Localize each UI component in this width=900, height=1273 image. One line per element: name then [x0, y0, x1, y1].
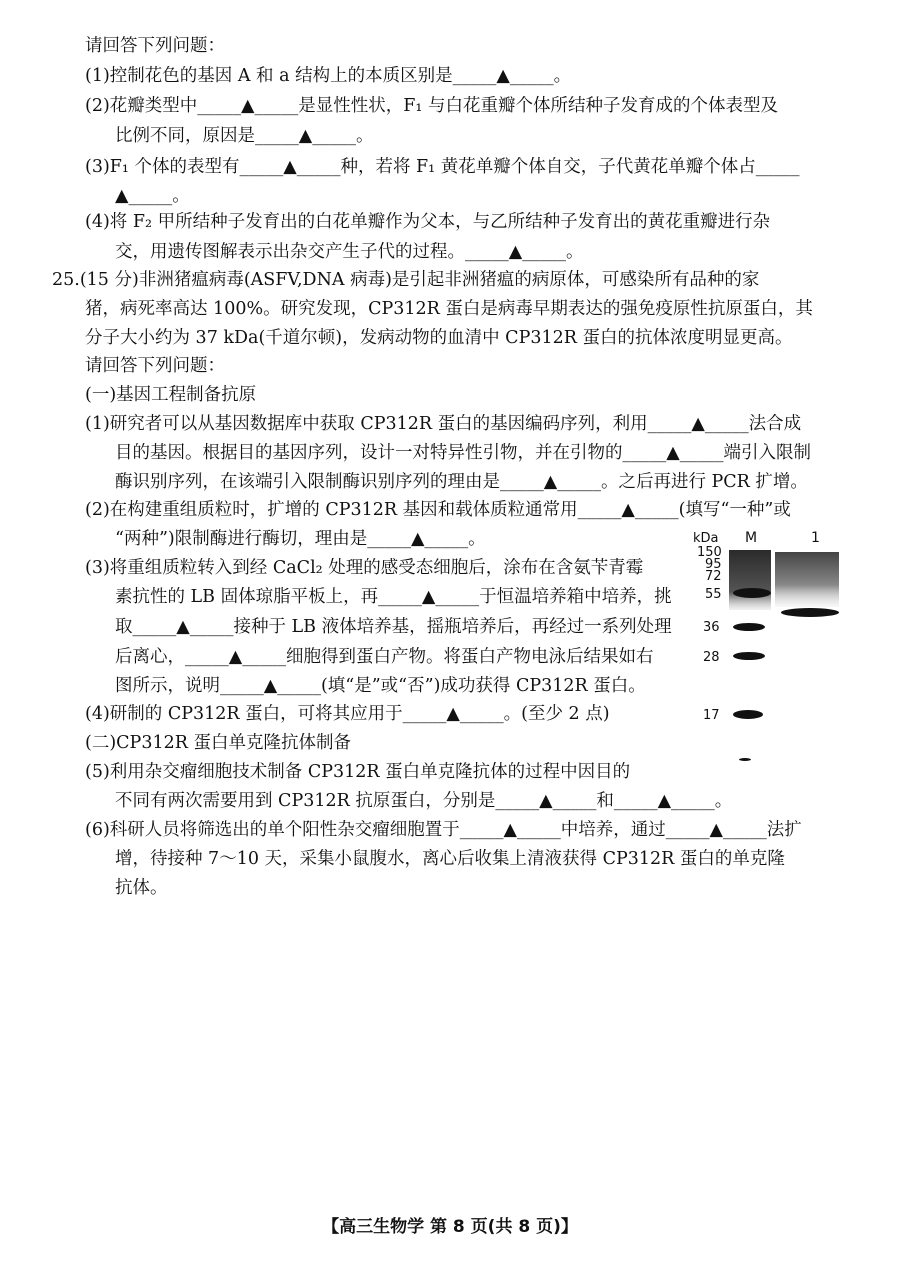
text-line: 猪，病死率高达 100%。研究发现，CP312R 蛋白是病毒早期表达的强免疫原性抗原蛋白，其: [85, 299, 813, 319]
marker-label: 17: [703, 708, 720, 723]
text-line: 交，用遗传图解表示出杂交产生子代的过程。_____▲_____。: [115, 242, 584, 262]
marker-label: 55: [705, 587, 722, 602]
text-line: (2)花瓣类型中_____▲_____是显性性状，F₁ 与白花重瓣个体所结种子发育成的个体表型及: [85, 96, 778, 116]
text-line: ▲_____。: [115, 186, 190, 206]
text-line: 素抗性的 LB 固体琼脂平板上，再_____▲_____于恒温培养箱中培养，挑: [115, 587, 672, 607]
lane-label-marker: M: [745, 530, 758, 546]
marker-label: 28: [703, 650, 720, 665]
marker-label: 36: [703, 620, 720, 635]
kda-unit-label: kDa: [693, 531, 719, 546]
section-heading: (二)CP312R 蛋白单克隆抗体制备: [85, 733, 351, 753]
marker-band: [733, 710, 763, 719]
text-line: (1)研究者可以从基因数据库中获取 CP312R 蛋白的基因编码序列，利用_____▲_____法合成: [85, 414, 802, 434]
text-line: 分子大小约为 37 kDa(千道尔顿)，发病动物的血清中 CP312R 蛋白的抗体浓度明显更高。: [85, 328, 793, 348]
marker-label: 95: [705, 557, 722, 572]
text-line: 抗体。: [115, 878, 168, 898]
marker-band: [733, 623, 765, 631]
text-line: 请回答下列问题：: [85, 36, 225, 56]
text-line: 请回答下列问题：: [85, 356, 225, 376]
marker-label: 72: [705, 569, 722, 584]
text-line: 目的基因。根据目的基因序列，设计一对特异性引物，并在引物的_____▲_____端引入限制: [115, 443, 811, 463]
text-line: 后离心，_____▲_____细胞得到蛋白产物。将蛋白产物电泳后结果如右: [115, 647, 654, 667]
text-line: (1)控制花色的基因 A 和 a 结构上的本质区别是_____▲_____。: [85, 66, 572, 86]
marker-label: 150: [697, 545, 722, 560]
marker-lane-smear: [729, 550, 771, 610]
text-line: (3)将重组质粒转入到经 CaCl₂ 处理的感受态细胞后，涂布在含氨苄青霉: [85, 558, 644, 578]
sample-band: [781, 608, 839, 617]
text-line: (2)在构建重组质粒时，扩增的 CP312R 基因和载体质粒通常用_____▲_____(填写“一种”或: [85, 500, 791, 520]
sample-lane-smear: [775, 552, 839, 607]
text-line: “两种”)限制酶进行酶切，理由是_____▲_____。: [115, 529, 486, 549]
electrophoresis-gel-figure: [693, 530, 843, 770]
text-line: (6)科研人员将筛选出的单个阳性杂交瘤细胞置于_____▲_____中培养，通过_____▲_____法扩: [85, 820, 802, 840]
marker-band: [733, 652, 765, 660]
text-line: 比例不同，原因是_____▲_____。: [115, 126, 374, 146]
text-line: (3)F₁ 个体的表型有_____▲_____种，若将 F₁ 黄花单瓣个体自交，子代黄花单瓣个体占_____: [85, 157, 800, 177]
text-line: 增，待接种 7～10 天，采集小鼠腹水，离心后收集上清液获得 CP312R 蛋白的单克隆: [115, 849, 785, 869]
text-line: (4)研制的 CP312R 蛋白，可将其应用于_____▲_____。(至少 2 点): [85, 704, 610, 724]
lane-label-sample: 1: [811, 530, 820, 546]
text-line: 图所示，说明_____▲_____(填“是”或“否”)成功获得 CP312R 蛋白。: [115, 676, 646, 696]
text-line: 取_____▲_____接种于 LB 液体培养基，摇瓶培养后，再经过一系列处理: [115, 617, 672, 637]
page-footer: 【高三生物学 第 8 页(共 8 页)】: [322, 1217, 578, 1237]
text-line: 25.(15 分)非洲猪瘟病毒(ASFV,DNA 病毒)是引起非洲猪瘟的病原体，可感染所有品种的家: [52, 270, 760, 290]
marker-band: [733, 588, 771, 598]
text-line: 酶识别序列，在该端引入限制酶识别序列的理由是_____▲_____。之后再进行 PCR 扩增。: [115, 472, 808, 492]
marker-band: [739, 758, 751, 761]
text-line: (4)将 F₂ 甲所结种子发育出的白花单瓣作为父本，与乙所结种子发育出的黄花重瓣进行杂: [85, 212, 771, 232]
section-heading: (一)基因工程制备抗原: [85, 385, 257, 405]
text-line: 不同有两次需要用到 CP312R 抗原蛋白，分别是_____▲_____和_____▲_____。: [115, 791, 733, 811]
text-line: (5)利用杂交瘤细胞技术制备 CP312R 蛋白单克隆抗体的过程中因目的: [85, 762, 631, 782]
